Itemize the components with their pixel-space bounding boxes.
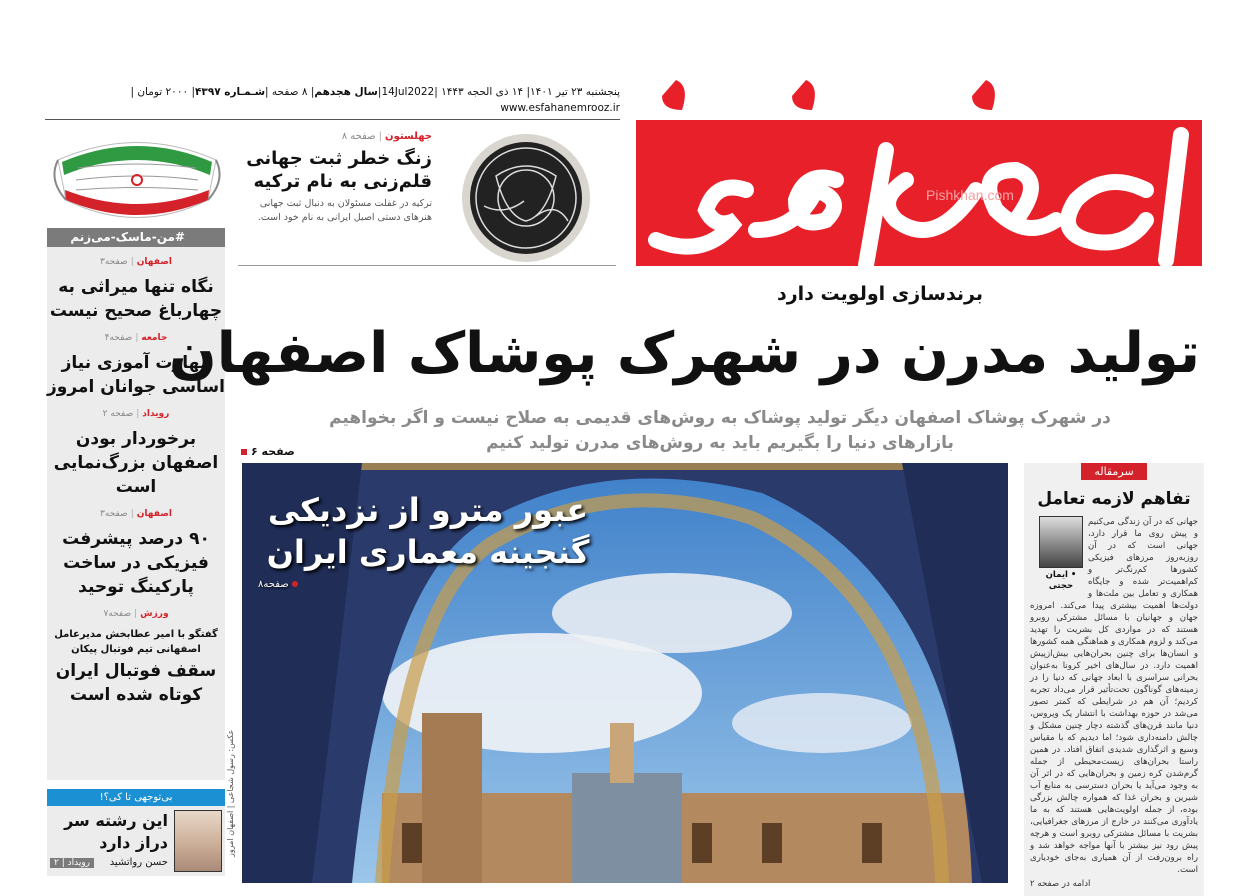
photo-headline: عبور مترو از نزدیکی گنجینه معماری ایران <box>266 491 590 571</box>
story-kicker: جهلستون|صفحه ۸ <box>341 131 432 142</box>
editorial-column <box>1024 463 1204 896</box>
issue-info: پنجشنبه ۲۳ تیر ۱۴۰۱| ۱۴ ذی الحجه ۱۴۴۳ |14Jul2022|سال هجدهم| ۸ صفحه |شـمـاره ۴۳۹۷| ۲۰۰۰ تومان | <box>130 86 620 98</box>
opinion-page-ref: رویداد | ۲ <box>50 858 94 868</box>
sidebar-story-pretitle: گفتگو با امیر عطابخش مدیرعامل اصفهانی تیم فوتبال پیکان <box>54 629 218 655</box>
author-photo <box>1039 516 1083 568</box>
sidebar-story-title: مهارت آموزی نیاز اساسی جوانان امروز <box>47 353 225 397</box>
story-summary: ترکیه در غفلت مسئولان به دنبال ثبت جهانی هنرهای دستی اصیل ایرانی به نام خود است. <box>257 198 432 223</box>
continued-link[interactable]: ادامه در صفحه ۲ <box>1030 879 1091 889</box>
sidebar-story-title: نگاه تنها میراثی به چهارباغ صحیح نیست <box>49 277 223 321</box>
sidebar-story-title: برخوردار بودن اصفهان بزرگ‌نمایی است <box>53 429 219 497</box>
heritage-story[interactable] <box>238 126 616 266</box>
opinion-title: این رشته سر دراز دارد <box>64 811 168 852</box>
headline-page-ref[interactable]: صفحه ۶ <box>241 445 295 458</box>
news-sidebar <box>47 228 225 780</box>
photo-credit: عکس: رسول شجاعی | اصفهان امروز <box>226 730 235 858</box>
headline-kicker: برندسازی اولویت دارد <box>776 283 984 305</box>
editorial-label: سرمقاله <box>1081 463 1147 480</box>
editorial-body: جهانی که در آن زندگی می‌کنیم و پیش روی ما قرار دارد، جهانی است که در آن روزبه‌روز مرزهای فیزیکی کشورها کم‌رنگ‌تر و کم‌اهمیت‌تر شده و جایگاه همکاری و تعامل بین ملت‌ها و دولت‌ها اهمیت بیشتری پیدا می‌کند. امروزه جهان و جهانیان با مسائل مشترکی روبرو هستند که در مواردی کل بشریت را تهدید می‌کند و لزوم همکاری و هماهنگی همه کشورها و انسان‌ها برای چنین بحران‌هایی بیش‌ازپیش اهمیت دارد. در سال‌های اخیر کرونا به‌عنوان بحرانی سراسری با ابعاد جهانی که دنیا را در زمینه‌های گوناگون تحت‌تأثیر قرار می‌داد تجربه کردیم؛ آن هم در شرایطی که کمتر تصور می‌شد در حوزه بهداشت با انتشار یک ویروس، دنیا مانند قرن‌های گذشته دچار چنین مشکل و چالش دامنه‌داری شود؛ اما دیدیم که با مقیاس وسیع و اثرگذاری شدیدی اتفاق افتاد. در همین راستا بحران‌های زیست‌محیطی از جمله گرم‌شدن کره زمین و بحران‌هایی که در اثر آن به وجود می‌آید یا بحران دسترسی به منابع آب شیرین و بحران غذا که همواره چالش بزرگی بوده، از جمله اولویت‌هایی هستند که به ما یادآوری می‌کنند در خارج از مرزهای جغرافیایی، بشریت با مسائل مشترکی روبرو است و هرچه پیش رود نیز بیشتر با آنها مواجه خواهد شد و راه برون‌رفت از آن همیاری به‌جای خودیاری است. ادامه در صفحه ۲ <box>1030 517 1198 889</box>
watermark: Pishkhan.com <box>926 187 1014 203</box>
sidebar-story[interactable]: ورزش|صفحه۷ گفتگو با امیر عطابخش مدیرعامل اصفهانی تیم فوتبال پیکان سقف فوتبال ایران کوتاه شده است <box>47 608 225 707</box>
editorial-author-block <box>1034 516 1088 592</box>
sidebar-story[interactable]: رویداد|صفحه ۲ برخوردار بودن اصفهان بزرگ‌نمایی است <box>47 408 225 499</box>
photo-page-ref: صفحه۸ <box>258 579 598 590</box>
newspaper-logo <box>636 80 1202 266</box>
opinion-author: حسن رواتشید <box>109 857 168 868</box>
website[interactable]: www.esfahanemrooz.ir <box>500 102 620 114</box>
face-mask-illustration <box>48 130 226 225</box>
story-title: زنگ خطر ثبت جهانی قلم‌زنی به نام ترکیه <box>246 148 432 192</box>
headline-lead: در شهرک پوشاک اصفهان دیگر تولید پوشاک به روش‌های قدیمی به صلاح نیست و اگر بخواهیم بازارهای دنیا را بگیریم باید به روش‌های مدرن تولید کنیم <box>329 408 1111 453</box>
sidebar-story-title: سقف فوتبال ایران کوتاه شده است <box>55 661 217 705</box>
author-photo <box>174 810 222 872</box>
editorial-title: تفاهم لازمه تعامل <box>1037 489 1191 509</box>
engraved-plate-image <box>436 126 616 264</box>
opinion-label: بی‌توجهی تا کی؟! <box>47 789 225 806</box>
editorial-author: • ایمان حجتی <box>1045 570 1077 591</box>
hashtag-banner: #من-ماسک-می‌زنم <box>47 228 225 247</box>
opinion-box[interactable] <box>47 789 225 876</box>
sidebar-story[interactable]: جامعه|صفحه۴ مهارت آموزی نیاز اساسی جوانان امروز <box>47 333 225 397</box>
masthead-line <box>45 85 620 120</box>
main-photo[interactable] <box>242 463 1008 883</box>
main-headline[interactable]: تولید مدرن در شهرک پوشاک اصفهان <box>168 321 1200 386</box>
sidebar-story[interactable]: اصفهان|صفحه۳ ۹۰ درصد پیشرفت فیزیکی در ساخت پارکینگ توحید <box>47 508 225 599</box>
sidebar-story[interactable]: اصفهان|صفحه۳ نگاه تنها میراثی به چهارباغ صحیح نیست <box>47 256 225 323</box>
sidebar-story-title: ۹۰ درصد پیشرفت فیزیکی در ساخت پارکینگ توحید <box>62 529 210 597</box>
photo-caption <box>258 489 598 590</box>
